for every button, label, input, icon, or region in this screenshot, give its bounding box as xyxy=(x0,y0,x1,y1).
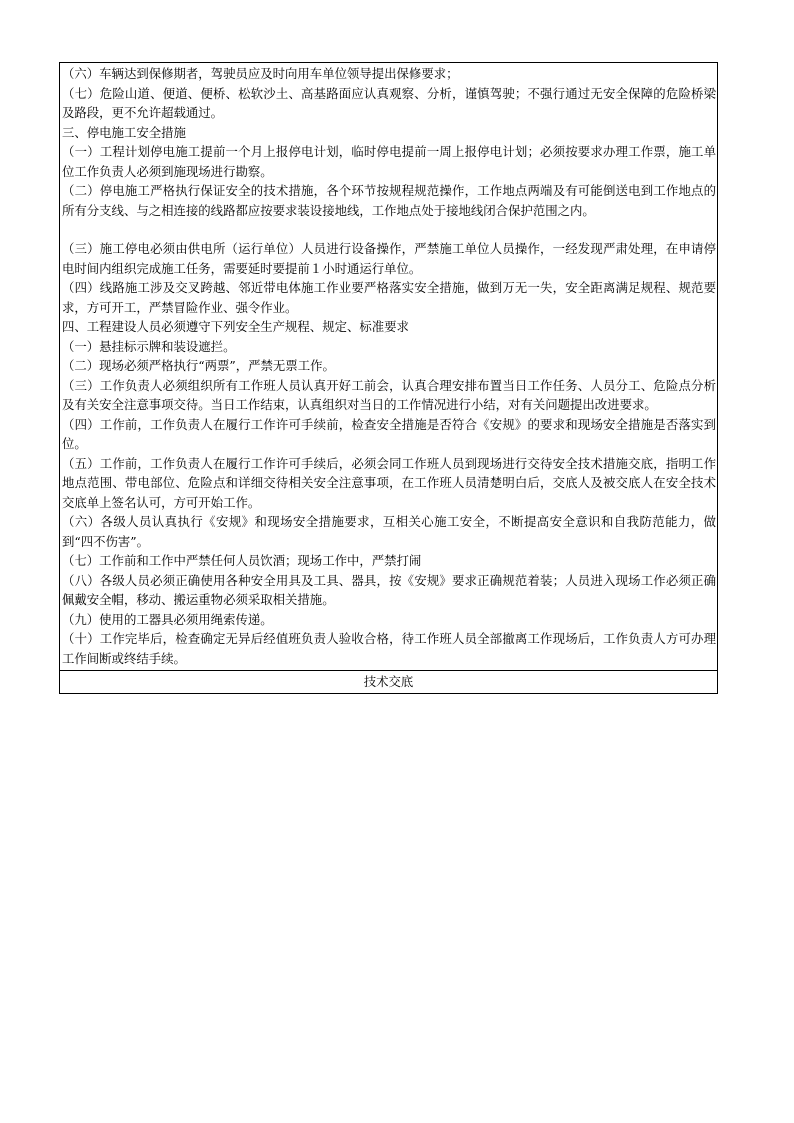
section-4-item-3: （三）工作负责人必须组织所有工作班人员认真开好工前会，认真合理安排布置当日工作任务、人员分工、危险点分析及有关安全注意事项交待。当日工作结束，认真组织对当日的工作情况进行小结，对有关问题提出改进要求。 xyxy=(62,377,716,412)
section-3-item-4: （四）线路施工涉及交叉跨越、邻近带电体施工作业要严格落实安全措施，做到万无一失，安全距离满足规程、规范要求，方可开工，严禁冒险作业、强令作业。 xyxy=(62,280,716,315)
content-cell xyxy=(60,63,717,671)
section-3-item-3: （三）施工停电必须由供电所（运行单位）人员进行设备操作，严禁施工单位人员操作，一经发现严肃处理，在申请停电时间内组织完成施工任务，需要延时要提前１小时通运行单位。 xyxy=(62,241,716,276)
section-4-item-10: （十）工作完毕后，检查确定无异后经值班负责人验收合格，待工作班人员全部撤离工作现场后，工作负责人方可办理工作间断或终结手续。 xyxy=(62,631,716,666)
section-4-heading: 四、工程建设人员必须遵守下列安全生产规程、规定、标准要求 xyxy=(62,319,409,334)
document-table xyxy=(59,62,718,694)
section-4-item-4: （四）工作前，工作负责人在履行工作许可手续前，检查安全措施是否符合《安规》的要求和现场安全措施是否落实到位。 xyxy=(62,416,716,451)
section-4-item-1: （一）悬挂标示牌和装设遮拦。 xyxy=(62,338,236,354)
section-4-item-9: （九）使用的工器具必须用绳索传递。 xyxy=(62,611,273,627)
section-4-item-2: （二）现场必须严格执行“两票”，严禁无票工作。 xyxy=(62,358,335,373)
section-4-item-5: （五）工作前，工作负责人在履行工作许可手续后，必须会同工作班人员到现场进行交待安全技术措施交底，指明工作地点范围、带电部位、危险点和详细交待相关安全注意事项，在工作班人员清楚明白后，交底人及被交底人在安全技术交底单上签名认可，方可开始工作。 xyxy=(62,455,716,510)
section-4-item-7: （七）工作前和工作中严禁任何人员饮酒；现场工作中，严禁打闹 xyxy=(62,553,422,568)
footer-label-cell: 技术交底 xyxy=(363,674,414,689)
blank-line xyxy=(62,220,716,239)
section-4-item-6: （六）各级人员认真执行《安规》和现场安全措施要求，互相关心施工安全，不断提高安全意识和自我防范能力，做到“四不伤害”。 xyxy=(62,514,716,549)
section-3-item-2: （二）停电施工严格执行保证安全的技术措施，各个环节按规程规范操作，工作地点两端及有可能倒送电到工作地点的所有分支线、与之相连接的线路都应按要求装设接地线，工作地点处于接地线闭合保护范围之内。 xyxy=(62,183,716,218)
section-4-item-8: （八）各级人员必须正确使用各种安全用具及工具、器具，按《安规》要求正确规范着装；人员进入现场工作必须正确佩戴安全帽，移动、搬运重物必须采取相关措施。 xyxy=(62,572,716,607)
section-3-item-1: （一）工程计划停电施工提前一个月上报停电计划，临时停电提前一周上报停电计划；必须按要求办理工作票，施工单位工作负责人必须到施现场进行勘察。 xyxy=(62,144,716,179)
paragraph-6-vehicle-maintenance: （六）车辆达到保修期者，驾驶员应及时向用车单位领导提出保修要求； xyxy=(62,66,459,81)
paragraph-7-dangerous-roads: （七）危险山道、便道、便桥、松软沙土、高基路面应认真观察、分析，谨慎驾驶；不强行通过无安全保障的危险桥梁及路段，更不允许超载通过。 xyxy=(62,85,716,120)
section-3-heading: 三、停电施工安全措施 xyxy=(62,124,186,140)
